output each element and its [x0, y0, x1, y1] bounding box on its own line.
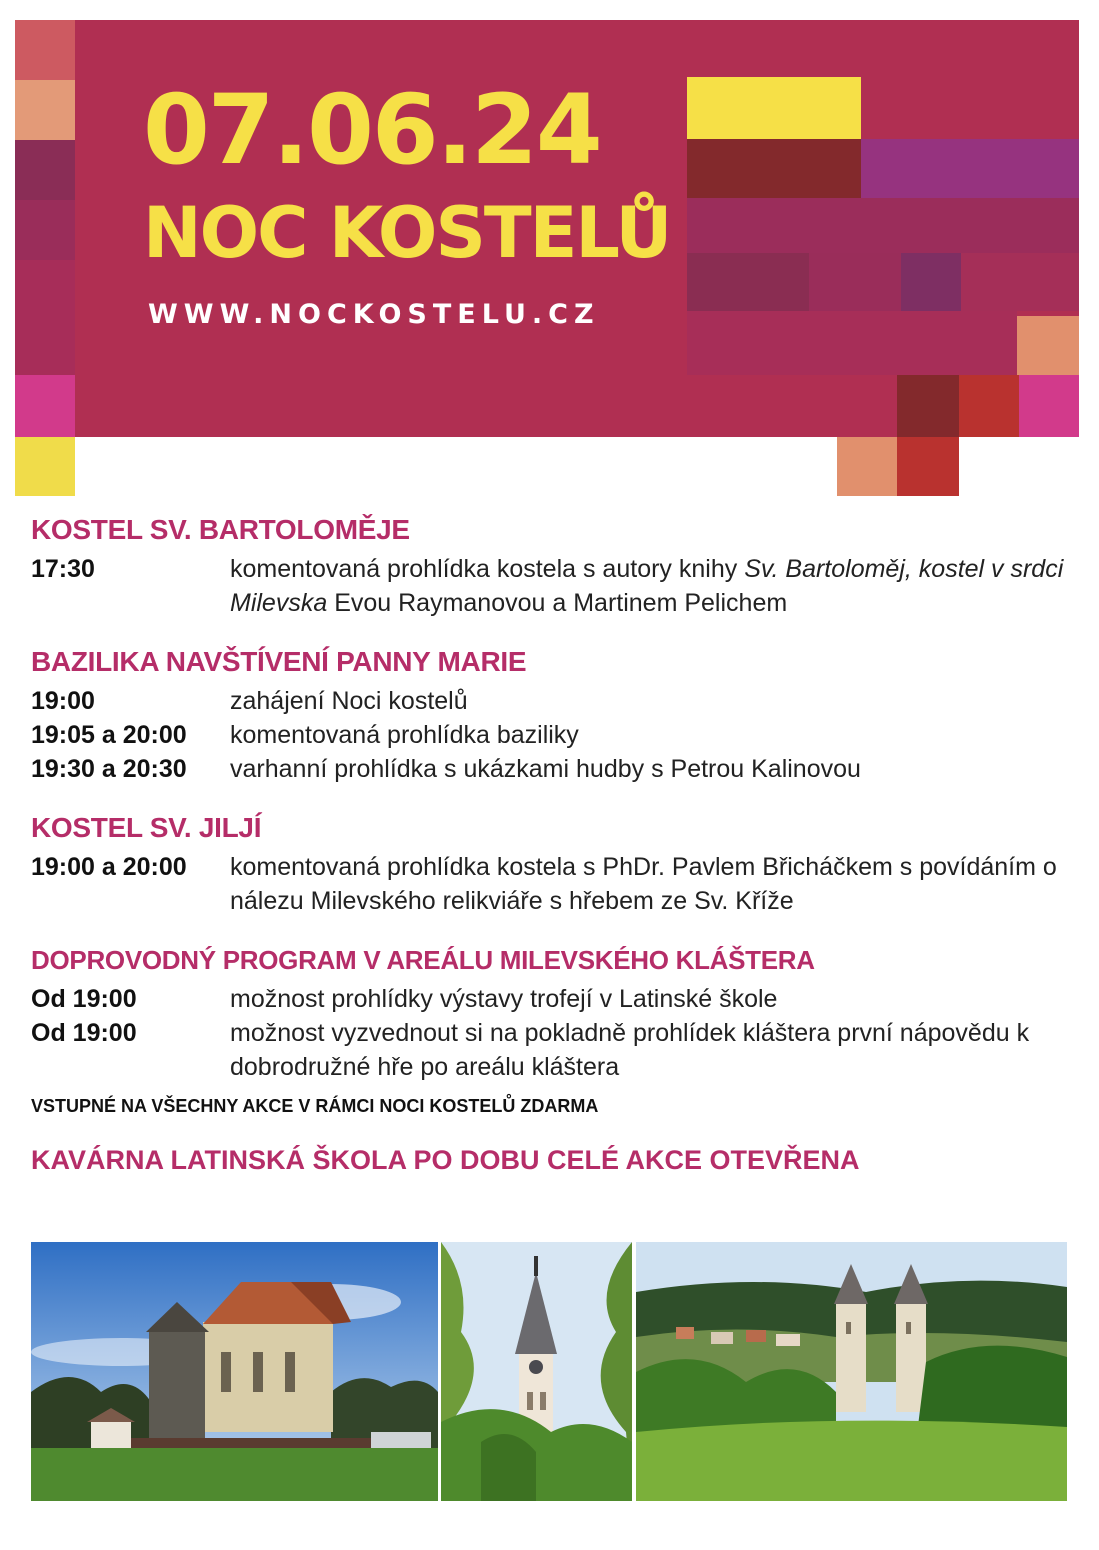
- banner-tile: [901, 253, 961, 311]
- event-date: 07.06.24: [143, 74, 601, 186]
- banner-tile: [15, 140, 75, 200]
- event-banner: [15, 20, 1079, 496]
- banner-tile: [1019, 375, 1079, 437]
- item-time: 19:00: [31, 687, 95, 715]
- banner-tile: [687, 139, 861, 198]
- church-bartolomej-photo: [31, 1242, 438, 1501]
- banner-tile: [861, 139, 1079, 198]
- banner-tile: [687, 198, 1079, 253]
- section-title: KOSTEL SV. JILJÍ: [31, 812, 262, 843]
- item-description: komentovaná prohlídka baziliky: [230, 721, 579, 749]
- banner-tile: [687, 253, 809, 311]
- item-text: Evou Raymanovou a Martinem Pelichem: [327, 589, 788, 617]
- banner-tile: [961, 253, 1079, 311]
- item-time: Od 19:00: [31, 1019, 137, 1047]
- book-title: Sv. Bartoloměj, kostel v srdci Milevska: [230, 555, 1064, 617]
- item-description: varhanní prohlídka s ukázkami hudby s Petrou Kalinovou: [230, 755, 861, 783]
- item-description: [230, 552, 1071, 620]
- banner-tile: [897, 437, 959, 496]
- item-time: 19:30 a 20:30: [31, 755, 187, 783]
- item-time: 19:00 a 20:00: [31, 853, 187, 881]
- banner-tile: [959, 375, 1019, 437]
- program: [31, 512, 1071, 1178]
- program-item: [31, 718, 1071, 752]
- section-jilji: [31, 810, 1071, 918]
- program-item: [31, 752, 1071, 786]
- item-description: možnost prohlídky výstavy trofejí v Latinské škole: [230, 985, 778, 1013]
- program-item: [31, 982, 1071, 1016]
- section-doprovodny-program: [31, 942, 1071, 1084]
- church-jilji-photo: [441, 1242, 632, 1501]
- section-bartolomej: [31, 512, 1071, 620]
- section-title: KOSTEL SV. BARTOLOMĚJE: [31, 514, 410, 545]
- banner-tile: [15, 437, 75, 496]
- section-bazilika: [31, 644, 1071, 786]
- banner-tile: [687, 77, 861, 139]
- cafe-notice: KAVÁRNA LATINSKÁ ŠKOLA PO DOBU CELÉ AKCE OTEVŘENA: [31, 1145, 860, 1175]
- monastery-illustration: [636, 1242, 1067, 1501]
- program-item: [31, 552, 1071, 620]
- program-item: [31, 1016, 1071, 1084]
- banner-tile: [809, 253, 901, 311]
- banner-tile: [15, 20, 75, 80]
- item-time: Od 19:00: [31, 985, 137, 1013]
- item-description: zahájení Noci kostelů: [230, 687, 468, 715]
- section-title: BAZILIKA NAVŠTÍVENÍ PANNY MARIE: [31, 646, 527, 677]
- section-title: DOPROVODNÝ PROGRAM V AREÁLU MILEVSKÉHO KLÁŠTERA: [31, 945, 815, 975]
- item-time: 19:05 a 20:00: [31, 721, 187, 749]
- program-item: [31, 684, 1071, 718]
- item-text: komentovaná prohlídka kostela s autory knihy: [230, 555, 745, 583]
- item-description: komentovaná prohlídka kostela s PhDr. Pavlem Břicháčkem s povídáním o nálezu Milevského relikviáře s hřebem ze Sv. Kříže: [230, 853, 1057, 915]
- banner-tile: [15, 200, 75, 260]
- banner-tile: [15, 260, 75, 375]
- banner-tile: [837, 437, 897, 496]
- event-title: NOC KOSTELŮ: [143, 192, 671, 274]
- banner-tile: [687, 311, 1017, 375]
- banner-tile: [15, 80, 75, 140]
- admission-note: VSTUPNÉ NA VŠECHNY AKCE V RÁMCI NOCI KOSTELŮ ZDARMA: [31, 1096, 599, 1116]
- banner-tile: [1017, 316, 1079, 375]
- banner-tile: [897, 375, 959, 437]
- church-bartolomej-illustration: [31, 1242, 438, 1501]
- program-item: [31, 850, 1071, 918]
- item-description: možnost vyzvednout si na pokladně prohlídek kláštera první nápovědu k dobrodružné hře po areálu kláštera: [230, 1019, 1030, 1081]
- event-website[interactable]: WWW.NOCKOSTELU.CZ: [148, 299, 600, 330]
- monastery-photo: [636, 1242, 1067, 1501]
- banner-tile: [15, 375, 75, 437]
- church-jilji-illustration: [441, 1242, 632, 1501]
- item-time: 17:30: [31, 555, 95, 583]
